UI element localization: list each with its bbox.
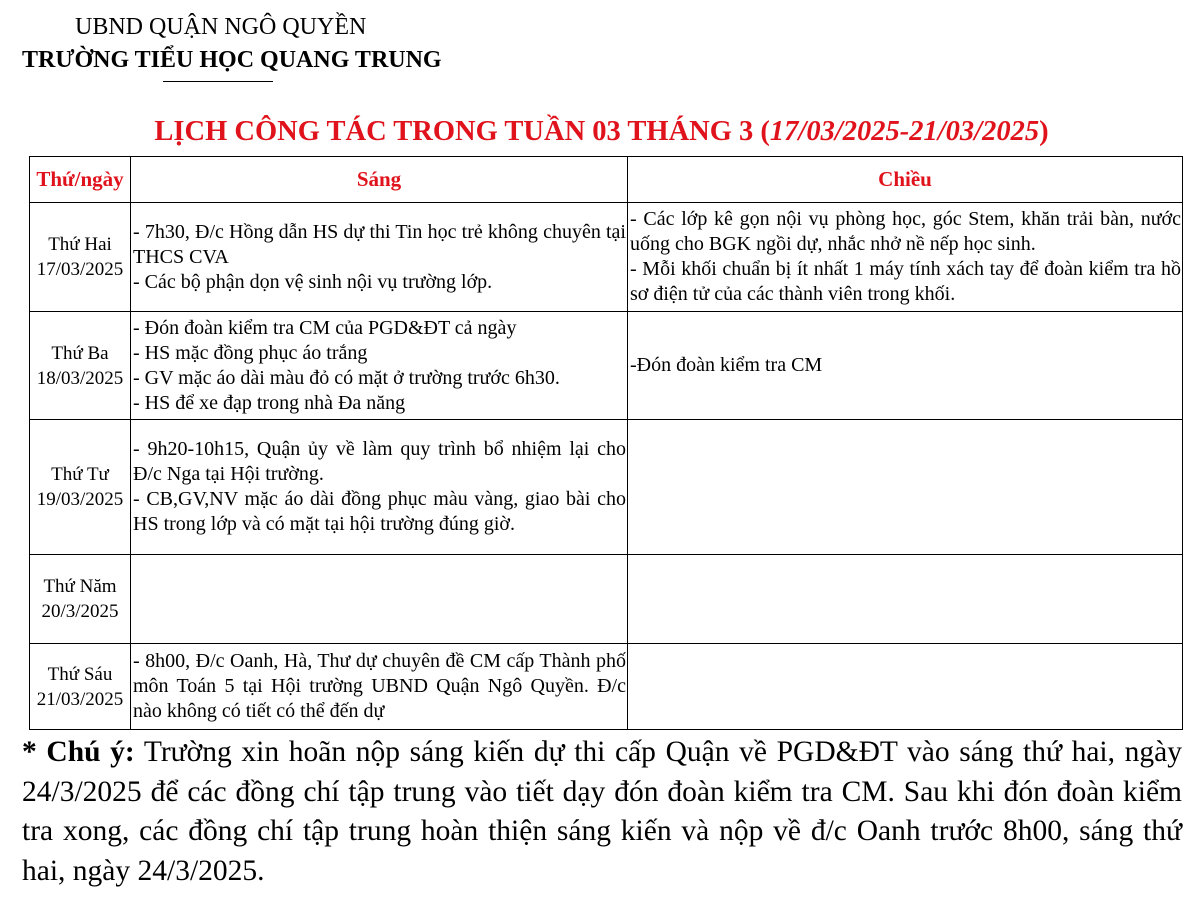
day-cell xyxy=(30,312,131,420)
morning-cell xyxy=(131,420,628,555)
task-item: - Mỗi khối chuẩn bị ít nhất 1 máy tính xách tay để đoàn kiểm tra hồ sơ điện tử của các thành viên trong khối. xyxy=(630,258,1181,305)
day-name: Thứ Năm xyxy=(43,576,117,597)
task-item: - HS mặc đồng phục áo trắng xyxy=(133,341,368,364)
day-name: Thứ Ba xyxy=(51,342,109,364)
day-date: 20/3/2025 xyxy=(41,601,119,622)
afternoon-cell xyxy=(628,312,1183,420)
table-row xyxy=(30,203,1183,312)
table-row xyxy=(30,644,1183,730)
afternoon-cell xyxy=(628,644,1183,730)
afternoon-cell xyxy=(628,420,1183,555)
morning-cell xyxy=(131,312,628,420)
note-label: * Chú ý: xyxy=(22,736,135,768)
task-item: - Các lớp kê gọn nội vụ phòng học, góc Stem, khăn trải bàn, nước uống cho BGK ngồi dự, nhắc nhở nề nếp học sinh. xyxy=(630,208,1181,255)
title-date-range: 17/03/2025-21/03/2025 xyxy=(769,116,1040,147)
day-cell xyxy=(30,644,131,730)
morning-cell xyxy=(131,644,628,730)
task-item: - 9h20-10h15, Quận ủy về làm quy trình bổ nhiệm lại cho Đ/c Nga tại Hội trường. xyxy=(133,438,626,485)
task-item: - HS để xe đạp trong nhà Đa năng xyxy=(133,391,406,414)
task-item: -Đón đoàn kiểm tra CM xyxy=(630,354,823,376)
task-item: - Các bộ phận dọn vệ sinh nội vụ trường lớp. xyxy=(133,270,493,293)
task-item: - GV mặc áo dài màu đỏ có mặt ở trường trước 6h30. xyxy=(133,366,560,389)
table-row xyxy=(30,420,1183,555)
table-header-row xyxy=(30,157,1183,203)
task-item: - Đón đoàn kiểm tra CM của PGD&ĐT cả ngày xyxy=(133,316,517,339)
header-afternoon: Chiều xyxy=(628,157,1183,203)
day-date: 17/03/2025 xyxy=(36,259,124,280)
school-name: TRƯỜNG TIỂU HỌC QUANG TRUNG xyxy=(22,47,442,73)
page-title xyxy=(0,116,1203,148)
schedule-table xyxy=(29,156,1183,730)
day-cell xyxy=(30,555,131,644)
day-cell xyxy=(30,203,131,312)
task-item: - CB,GV,NV mặc áo dài đồng phục màu vàng, giao bài cho HS trong lớp và có mặt tại hội trường đúng giờ. xyxy=(133,488,626,535)
morning-cell xyxy=(131,555,628,644)
note-paragraph xyxy=(22,733,1182,891)
header-day: Thứ/ngày xyxy=(30,157,131,203)
table-row xyxy=(30,312,1183,420)
day-date: 19/03/2025 xyxy=(36,489,124,510)
day-name: Thứ Hai xyxy=(48,234,112,255)
agency-name: UBND QUẬN NGÔ QUYỀN xyxy=(75,14,367,40)
table-row xyxy=(30,555,1183,644)
header-underline xyxy=(163,81,273,82)
day-date: 18/03/2025 xyxy=(36,367,124,389)
title-close: ) xyxy=(1039,116,1049,147)
day-name: Thứ Tư xyxy=(51,464,109,485)
task-item: - 8h00, Đ/c Oanh, Hà, Thư dự chuyên đề CM cấp Thành phố môn Toán 5 tại Hội trường UBND Quận Ngô Quyền. Đ/c nào không có tiết có thể đến dự xyxy=(133,650,626,722)
day-date: 21/03/2025 xyxy=(36,688,124,710)
day-cell xyxy=(30,420,131,555)
note-text: Trường xin hoãn nộp sáng kiến dự thi cấp Quận về PGD&ĐT vào sáng thứ hai, ngày 24/3/2025 để các đồng chí tập trung vào tiết dạy đón đoàn kiểm tra CM. Sau khi đón đoàn kiểm tra xong, các đồng chí tập trung hoàn thiện sáng kiến và nộp về đ/c Oanh trước 8h00, sáng thứ hai, ngày 24/3/2025. xyxy=(22,736,1182,887)
task-item: - 7h30, Đ/c Hồng dẫn HS dự thi Tin học trẻ không chuyên tại THCS CVA xyxy=(133,220,626,268)
day-name: Thứ Sáu xyxy=(47,663,113,685)
morning-cell xyxy=(131,203,628,312)
afternoon-cell xyxy=(628,203,1183,312)
header-morning: Sáng xyxy=(131,157,628,203)
title-main: LỊCH CÔNG TÁC TRONG TUẦN 03 THÁNG 3 ( xyxy=(154,116,770,147)
afternoon-cell xyxy=(628,555,1183,644)
